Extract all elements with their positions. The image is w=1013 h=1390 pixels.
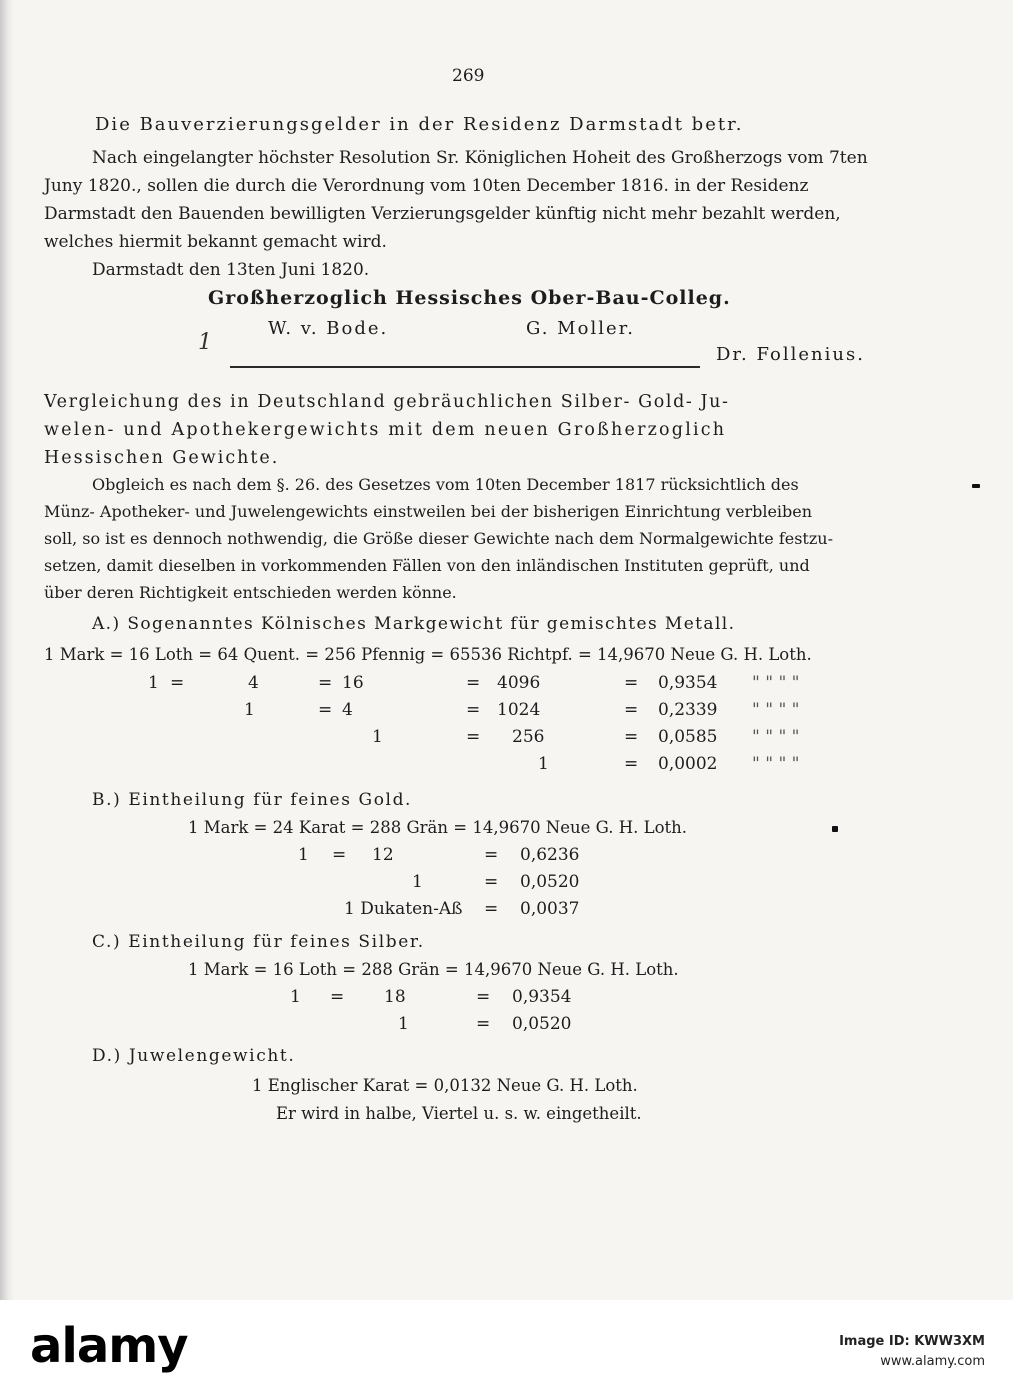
table-c-row-1 [0, 987, 1013, 1013]
cell: 0,6236 [520, 845, 580, 865]
cell: = [484, 899, 499, 919]
cell: 1 [412, 872, 423, 892]
signatory-bode: W. v. Bode. [268, 318, 389, 339]
section-2-line-3: soll, so ist es dennoch nothwendig, die Größe dieser Gewichte nach dem Normalgewichte festzu- [44, 529, 833, 548]
cell: 0,2339 [658, 700, 718, 720]
ditto-marks: " " " " [752, 673, 800, 693]
page-edge-shadow [0, 0, 14, 1300]
cell: = [624, 727, 639, 747]
cell: 12 [372, 845, 394, 865]
cell: = [330, 987, 345, 1007]
cell: 0,0585 [658, 727, 718, 747]
cell: = [170, 673, 185, 693]
cell: 1024 [497, 700, 541, 720]
cell: 4096 [497, 673, 541, 693]
scan-speck [972, 484, 980, 488]
cell: 0,9354 [658, 673, 718, 693]
alamy-logo: alamy [30, 1318, 188, 1374]
cell: 0,0002 [658, 754, 718, 774]
section-1-heading: Die Bauverzierungsgelder in der Residenz Darmstadt betr. [95, 114, 744, 135]
table-d-line-2: Er wird in halbe, Viertel u. s. w. eingetheilt. [276, 1104, 642, 1123]
table-b-row-1 [0, 845, 1013, 871]
cell: 0,0520 [512, 1014, 572, 1034]
cell: 0,0520 [520, 872, 580, 892]
table-b-row-3 [0, 899, 1013, 925]
scan-speck [832, 826, 838, 832]
table-a-row-1 [0, 673, 1013, 699]
cell: = [476, 987, 491, 1007]
cell: = [624, 754, 639, 774]
table-d-line-1: 1 Englischer Karat = 0,0132 Neue G. H. Loth. [252, 1076, 638, 1095]
cell: 18 [384, 987, 406, 1007]
cell: = [466, 727, 481, 747]
image-id: Image ID: KWW3XM [839, 1334, 985, 1349]
section-1-line-4: welches hiermit bekannt gemacht wird. [44, 232, 387, 252]
date-line: Darmstadt den 13ten Juni 1820. [92, 260, 370, 280]
cell: 1 [298, 845, 309, 865]
cell: = [332, 845, 347, 865]
cell: = [466, 673, 481, 693]
cell: 1 [538, 754, 549, 774]
table-c-label: C.) Eintheilung für feines Silber. [92, 932, 425, 952]
table-a-row-3 [0, 727, 1013, 753]
signatory-moller: G. Moller. [526, 318, 635, 339]
section-2-line-1: Obgleich es nach dem §. 26. des Gesetzes vom 10ten December 1817 rücksichtlich des [92, 475, 799, 494]
cell: 1 [244, 700, 255, 720]
table-d-label: D.) Juwelengewicht. [92, 1046, 296, 1066]
table-a-label: A.) Sogenanntes Kölnisches Markgewicht für gemischtes Metall. [92, 614, 736, 634]
cell: 16 [342, 673, 364, 693]
page-number: 269 [452, 66, 485, 86]
section-2-heading-line-3: Hessischen Gewichte. [44, 448, 280, 468]
signatory-follenius: Dr. Follenius. [716, 344, 865, 365]
cell: = [624, 673, 639, 693]
cell: 1 Dukaten-Aß [344, 899, 463, 919]
cell: = [624, 700, 639, 720]
section-1-line-3: Darmstadt den Bauenden bewilligten Verzierungsgelder künftig nicht mehr bezahlt werden, [44, 204, 841, 224]
cell: 0,0037 [520, 899, 580, 919]
cell: 4 [342, 700, 353, 720]
cell: 1 [148, 673, 159, 693]
section-1-line-1: Nach eingelangter höchster Resolution Sr. Königlichen Hoheit des Großherzogs vom 7ten [92, 148, 868, 168]
cell: = [318, 700, 333, 720]
table-b-header: 1 Mark = 24 Karat = 288 Grän = 14,9670 Neue G. H. Loth. [188, 818, 688, 837]
cell: 0,9354 [512, 987, 572, 1007]
section-2-heading-line-2: welen- und Apothekergewichts mit dem neuen Großherzoglich [44, 420, 727, 440]
table-b-row-2 [0, 872, 1013, 898]
cell: 4 [248, 673, 259, 693]
section-2-line-2: Münz- Apotheker- und Juwelengewichts einstweilen bei der bisherigen Einrichtung verbleiben [44, 502, 813, 521]
cell: = [484, 872, 499, 892]
ditto-marks: " " " " [752, 727, 800, 747]
table-a-row-2 [0, 700, 1013, 726]
table-c-header: 1 Mark = 16 Loth = 288 Grän = 14,9670 Neue G. H. Loth. [188, 960, 679, 979]
cell: = [466, 700, 481, 720]
section-2-line-5: über deren Richtigkeit entschieden werden könne. [44, 583, 457, 602]
footer-meta [839, 1332, 985, 1372]
cell: = [476, 1014, 491, 1034]
section-1-line-2: Juny 1820., sollen die durch die Verordnung vom 10ten December 1816. in der Residenz [44, 176, 809, 196]
section-2-line-4: setzen, damit dieselben in vorkommenden Fällen von den inländischen Instituten geprüft, und [44, 556, 810, 575]
table-a-header: 1 Mark = 16 Loth = 64 Quent. = 256 Pfennig = 65536 Richtpf. = 14,9670 Neue G. H. Loth. [44, 645, 812, 664]
cell: = [484, 845, 499, 865]
cell: 256 [512, 727, 545, 747]
table-b-label: B.) Eintheilung für feines Gold. [92, 790, 413, 810]
margin-mark: 1 [198, 330, 212, 355]
authority: Großherzoglich Hessisches Ober-Bau-Colleg. [208, 287, 731, 309]
site-url: www.alamy.com [880, 1354, 985, 1370]
table-a-row-4 [0, 754, 1013, 780]
cell: 1 [372, 727, 383, 747]
cell: = [318, 673, 333, 693]
cell: 1 [398, 1014, 409, 1034]
ditto-marks: " " " " [752, 700, 800, 720]
section-2-heading-line-1: Vergleichung des in Deutschland gebräuchlichen Silber- Gold- Ju- [44, 392, 730, 412]
table-c-row-2 [0, 1014, 1013, 1040]
ditto-marks: " " " " [752, 754, 800, 774]
section-divider [230, 366, 700, 368]
cell: 1 [290, 987, 301, 1007]
